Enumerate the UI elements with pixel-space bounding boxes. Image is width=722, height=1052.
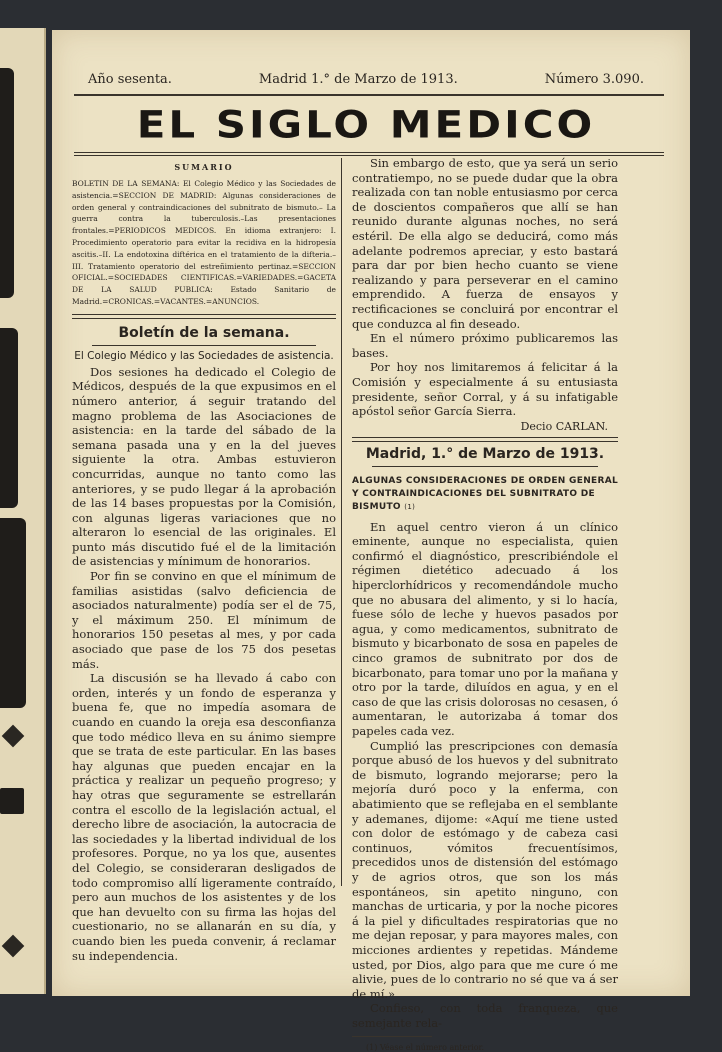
section-rule	[92, 345, 316, 346]
adjacent-page-ink-block	[0, 518, 26, 708]
section-rule	[72, 318, 336, 319]
article-title	[352, 475, 618, 514]
newspaper-page	[52, 30, 690, 1052]
boletin-paragraph: La discusión se ha llevado á cabo con orden, interés y un fondo de esperanza y buena fe, que no impedía asomara de cuando en cuando la oreja esa desconfianza que todo médico lleva en su ánimo siempre que se trata de este particular. En las bases hay algunas que pueden encajar en la práctica y realizar un pequeño progreso; y hay otras que seguramente se estrellarán contra el escollo de la legislación actual, el derecho libre de asociación, la autocracia de las sociedades y la libertad individual de los profesores. Porque, no ya los que, ausentes del Colegio, se consideraran desligados de todo compromiso allí ligeramente contraído, pero aun muchos de los asistentes y de los que han devuelto con su firma las hojas del cuestionario, no se allanarán en su día, y cuando bien les pueda convenir, á reclamar su independencia.	[72, 671, 336, 963]
adjacent-page-ink-block	[0, 68, 14, 298]
left-column	[72, 156, 336, 963]
adjacent-page-strip	[0, 28, 46, 994]
adjacent-page-diamond-ornament	[2, 725, 25, 748]
adjacent-page-diamond-ornament	[2, 935, 25, 958]
article-paragraph: En aquel centro vieron á un clínico eminente, aunque no especialista, quien confirmó el diagnóstico, prescribiéndole el régimen dietético adecuado á los hiperclorhídricos y recomendándole mucho que no abusara del alimento, y si lo hacía, fuese sólo de leche y huevos pasados por agua, y como medicamentos, subnitrato de bismuto y bicarbonato de sosa en papeles de cinco gramos de subnitrato por dos de bicarbonato, para tomar uno por la mañana y otro por la tarde, diluídos en agua, y en el caso de que las crisis dolorosas no cesasen, ó aumentaran, le autorizaba á tomar dos papeles cada vez.	[352, 519, 618, 738]
boletin-continuation-paragraph: Por hoy nos limitaremos á felicitar á la Comisión y especialmente á su entusiasta presidente, señor Corral, y á su infatigable apóstol señor García Sierra.	[352, 360, 618, 419]
adjacent-page-ink-block	[0, 328, 18, 508]
boletin-continuation-paragraph: En el número próximo publicaremos las bases.	[352, 331, 618, 360]
sumario-title: SUMARIO	[174, 162, 234, 172]
author-signature: Decio CARLAN.	[520, 419, 608, 433]
boletin-subtitle: El Colegio Médico y las Sociedades de asistencia.	[74, 349, 334, 362]
boletin-title: Boletín de la semana.	[118, 324, 290, 341]
section-rule	[372, 466, 598, 467]
boletin-continuation-paragraph: Sin embargo de esto, que ya será un serio contratiempo, no se puede dudar que la obra realizada con tan noble entusiasmo por cerca de doscientos compañeros que allí se han reunido durante algunas noches, no será estéril. De ella algo se deducirá, como más adelante podremos apreciar, y esto bastará para dar por bien hecho cuanto se viene realizando y para perseverar en el camino emprendido. A fuerza de ensayos y rectificaciones se concluirá por encontrar el que conduzca al fin deseado.	[352, 156, 618, 331]
issue-year: Año sesenta.	[88, 72, 172, 87]
footnote-reference: (1)	[404, 502, 416, 511]
column-divider	[341, 158, 342, 886]
right-column	[352, 156, 618, 1052]
section-rule	[72, 314, 336, 315]
madrid-title: Madrid, 1.° de Marzo de 1913.	[365, 445, 605, 462]
adjacent-page-ink-block	[0, 788, 24, 814]
sumario-text: BOLETIN DE LA SEMANA: El Colegio Médico y las Sociedades de asistencia.=SECCION DE MADRID: Algunas consideraciones de orden general y contraindicaciones del subnitrato de bismuto.– La guerra contra la tuberculosis.–Las presentaciones frontales.=PERIODICOS MEDICOS. En idioma extranjero: I. Procedimiento operatorio para evitar la recidiva en la hidropesía ascitis.–II. La endotoxina diftérica en el tratamiento de la difteria.–III. Tratamiento operatorio del estreñimiento pertinaz.=SECCION OFICIAL.=SOCIEDADES CIENTIFICAS.=VARIEDADES.=GACETA DE LA SALUD PUBLICA: Estado Sanitario de Madrid.=CRONICAS.=VACANTES.=ANUNCIOS.	[72, 179, 336, 306]
boletin-paragraph: Por fin se convino en que el mínimum de familias asistidas (salvo deficiencia de asociados naturalmente) podía ser el de 75, y el máximum 250. El mínimum de honorarios 150 pesetas al mes, y por cada asociado que pase de los 75 dos pesetas más.	[72, 569, 336, 671]
masthead-title: EL SIGLO MEDICO	[136, 102, 596, 147]
article-title-text: ALGUNAS CONSIDERACIONES DE ORDEN GENERAL Y CONTRAINDICACIONES DEL SUBNITRATO DE BISMUTO	[352, 475, 619, 512]
article-paragraph: Cumplió las prescripciones con demasía porque abusó de los huevos y del subnitrato de bismuto, logrando mejorarse; pero la mejoría duró poco y la enferma, con abatimiento que se reflejaba en el semblante y ademanes, dijome: «Aquí me tiene usted con dolor de estómago y de cabeza casi continuos, vómitos frecuentísimos, precedidos unos de distensión del estómago y de agrios otros, que son los más espontáneos, sin apetito ninguno, con manchas de urticaria, y por la noche picores á la piel y dificultades respiratorias que no me dejan reposar, y para mayores males, con micciones ardientes y repetidas. Mándeme usted, por Dios, algo para que me cure ó me alivie, pues de lo contrario no sé que va á ser de mí.»	[352, 738, 618, 1001]
header-rule	[74, 94, 664, 96]
footnote-rule	[352, 1036, 432, 1037]
issue-number: Número 3.090.	[544, 72, 644, 87]
article-paragraph: Confieso, con toda franqueza, que semejante rela-	[352, 1001, 618, 1030]
footnote: (1) Véase el número anterior.	[366, 1043, 485, 1052]
boletin-paragraph: Dos sesiones ha dedicado el Colegio de Médicos, después de la que expusimos en el número anterior, á seguir tratando del magno problema de las Asociaciones de asistencia: en la tarde del sábado de la semana pasada una y en la del jueves siguiente la otra. Ambas estuvieron concurridas, aunque no tanto como las anteriores, y se pudo llegar á la aprobación de las 14 bases propuestas por la Comisión, con algunas ligeras variaciones que no alteraron lo esencial de las originales. El punto más discutido fué el de la limitación de asistencias y mínimum de honorarios.	[72, 364, 336, 569]
section-rule	[352, 437, 618, 438]
section-rule	[352, 441, 618, 442]
masthead-rule	[74, 152, 664, 153]
issue-date: Madrid 1.° de Marzo de 1913.	[258, 72, 458, 87]
issue-header	[88, 72, 644, 87]
